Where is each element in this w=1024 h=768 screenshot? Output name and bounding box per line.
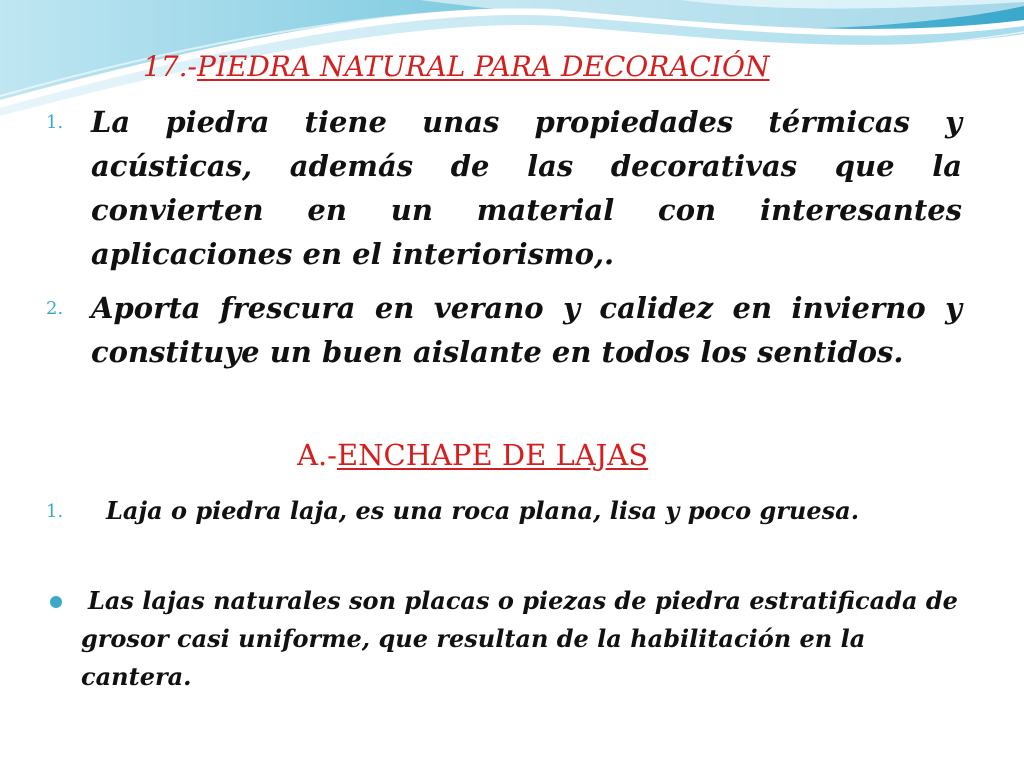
- list-item-text: La piedra tiene unas propiedades térmicas y acústicas, además de las decorativas que la convierten en un material con interesantes aplicaciones en el interiorismo,.: [91, 105, 962, 271]
- list-item-text: Laja o piedra laja, es una roca plana, lisa y poco gruesa.: [106, 496, 860, 525]
- list-number: 1.: [46, 501, 64, 522]
- subtitle-prefix: A.-: [297, 438, 337, 472]
- lajas-list: [46, 492, 962, 529]
- list-item: [46, 100, 962, 286]
- title-prefix: 17.-: [143, 50, 197, 83]
- list-item-text: Aporta frescura en verano y calidez en invierno y constituye un buen aislante en todos los sentidos.: [91, 291, 962, 369]
- properties-list: [46, 100, 962, 374]
- section-subtitle: [297, 438, 648, 472]
- subtitle-main: ENCHAPE DE LAJAS: [336, 438, 649, 472]
- title-main: PIEDRA NATURAL PARA DECORACIÓN: [197, 50, 770, 83]
- list-item: [46, 492, 962, 529]
- slide-title: [143, 50, 903, 83]
- list-number: 2.: [46, 298, 64, 319]
- bullet-text: Las lajas naturales son placas o piezas de piedra estratificada de grosor casi uniforme, que resultan de la habilitación en la cantera.: [81, 586, 958, 691]
- list-item: [46, 286, 962, 374]
- bullet-dot-icon: [50, 596, 62, 608]
- bullet-paragraph: [50, 582, 971, 696]
- list-number: 1.: [46, 112, 64, 133]
